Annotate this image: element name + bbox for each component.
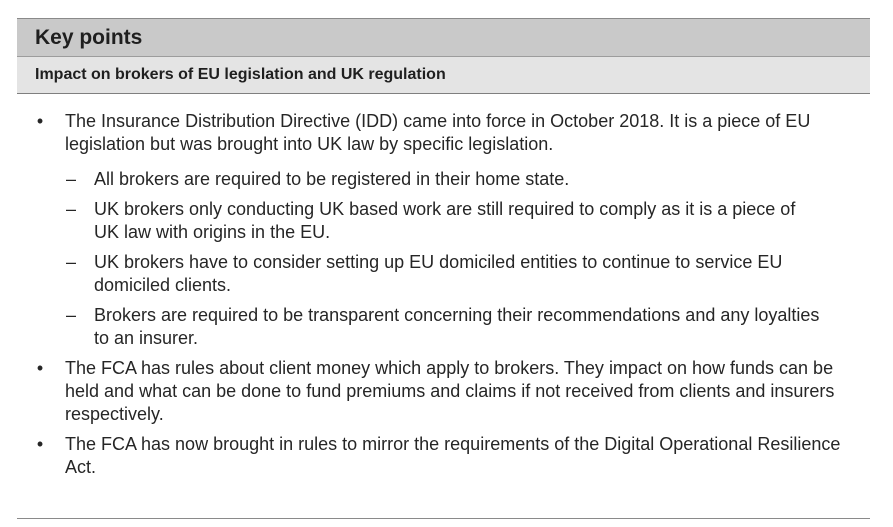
sub-item-text: UK brokers have to consider setting up EU domiciled entities to continue to service EU domiciled clients. [94, 252, 783, 295]
sub-item-eu-entities [17, 251, 846, 297]
dash-marker: – [65, 199, 76, 219]
bullet-text: The Insurance Distribution Directive (IDD) came into force in October 2018. It is a piece of EU legislation but was brought into UK law by specific legislation. [65, 111, 811, 154]
box-title: Key points [35, 25, 143, 49]
title-bar [17, 19, 870, 57]
bullet-marker: • [36, 434, 44, 454]
sub-item-uk-law [17, 198, 846, 244]
bullet-item-dora [17, 433, 870, 479]
bullet-text: The FCA has rules about client money which apply to brokers. They impact on how funds can be held and what can be done to fund premiums and claims if not received from clients and insurers respectively. [65, 358, 835, 424]
dash-marker: – [65, 169, 76, 189]
bullet-item-idd [17, 110, 870, 350]
sub-item-text: All brokers are required to be registered in their home state. [94, 169, 570, 189]
sub-item-text: Brokers are required to be transparent concerning their recommendations and any loyalties to an insurer. [94, 305, 820, 348]
key-points-box [17, 18, 870, 519]
key-points-content [17, 94, 870, 479]
sub-item-text: UK brokers only conducting UK based work are still required to comply as it is a piece of UK law with origins in the EU. [94, 199, 796, 242]
sub-list [65, 168, 846, 350]
subtitle-bar [17, 57, 870, 94]
sub-item-transparency [17, 304, 846, 350]
bullet-marker: • [36, 111, 44, 131]
dash-marker: – [65, 305, 76, 325]
bullet-text: The FCA has now brought in rules to mirror the requirements of the Digital Operational Resilience Act. [65, 434, 841, 477]
bullet-marker: • [36, 358, 44, 378]
box-subtitle: Impact on brokers of EU legislation and UK regulation [35, 66, 446, 83]
sub-item-registration [17, 168, 846, 191]
bullet-item-client-money [17, 357, 870, 426]
dash-marker: – [65, 252, 76, 272]
